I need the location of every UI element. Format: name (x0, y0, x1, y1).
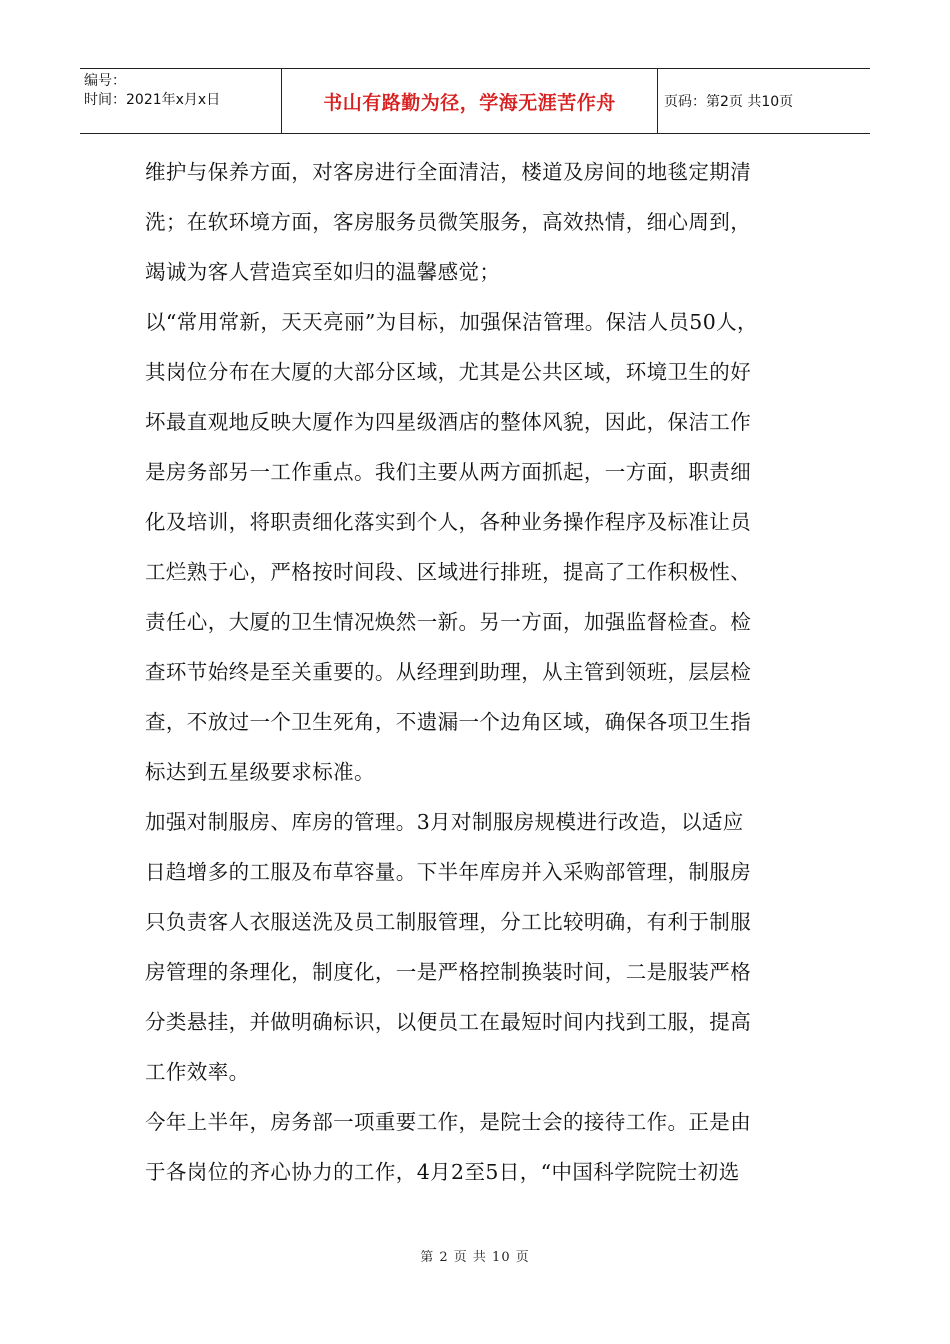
body-line: 今年上半年，房务部一项重要工作，是院士会的接待工作。正是由 (145, 1110, 752, 1134)
body-line: 洗；在软环境方面，客房服务员微笑服务，高效热情，细心周到， (145, 210, 752, 234)
body-line: 化及培训，将职责细化落实到个人，各种业务操作程序及标准让员 (145, 510, 752, 534)
body-line: 查环节始终是至关重要的。从经理到助理，从主管到领班，层层检 (145, 660, 752, 684)
body-line: 工作效率。 (145, 1060, 250, 1084)
body-line: 工烂熟于心，严格按时间段、区域进行排班，提高了工作积极性、 (145, 560, 752, 584)
body-line: 于各岗位的齐心协力的工作，4月2至5日，“中国科学院院士初选 (145, 1160, 740, 1184)
document-date-label: 时间：2021年x月x日 (84, 92, 221, 108)
body-line: 日趋增多的工服及布草容量。下半年库房并入采购部管理，制服房 (145, 860, 752, 884)
body-line: 是房务部另一工作重点。我们主要从两方面抓起，一方面，职责细 (145, 460, 752, 484)
header-meta-cell (80, 69, 282, 133)
body-line: 其岗位分布在大厦的大部分区域，尤其是公共区域，环境卫生的好 (145, 360, 752, 384)
body-line: 维护与保养方面，对客房进行全面清洁，楼道及房间的地毯定期清 (145, 160, 752, 184)
document-body (145, 147, 815, 1197)
body-line: 以“常用常新，天天亮丽”为目标，加强保洁管理。保洁人员50人， (145, 310, 758, 334)
header-page-info: 页码：第2页 共10页 (664, 94, 794, 110)
body-line: 标达到五星级要求标准。 (145, 760, 375, 784)
document-number-label: 编号： (84, 73, 126, 89)
document-header (80, 68, 870, 134)
body-line: 加强对制服房、库房的管理。3月对制服房规模进行改造，以适应 (145, 810, 744, 834)
body-line: 查，不放过一个卫生死角，不遗漏一个边角区域，确保各项卫生指 (145, 710, 752, 734)
header-motto: 书山有路勤为径，学海无涯苦作舟 (323, 91, 616, 114)
body-line: 房管理的条理化，制度化，一是严格控制换装时间，二是服装严格 (145, 960, 752, 984)
header-page-cell (658, 69, 870, 133)
page-footer: 第 2 页 共 10 页 (420, 1250, 530, 1265)
body-line: 坏最直观地反映大厦作为四星级酒店的整体风貌，因此，保洁工作 (145, 410, 752, 434)
body-line: 分类悬挂，并做明确标识，以便员工在最短时间内找到工服，提高 (145, 1010, 752, 1034)
body-line: 责任心，大厦的卫生情况焕然一新。另一方面，加强监督检查。检 (145, 610, 752, 634)
header-motto-cell (282, 69, 658, 133)
body-line: 竭诚为客人营造宾至如归的温馨感觉； (145, 260, 501, 284)
body-line: 只负责客人衣服送洗及员工制服管理，分工比较明确，有利于制服 (145, 910, 752, 934)
